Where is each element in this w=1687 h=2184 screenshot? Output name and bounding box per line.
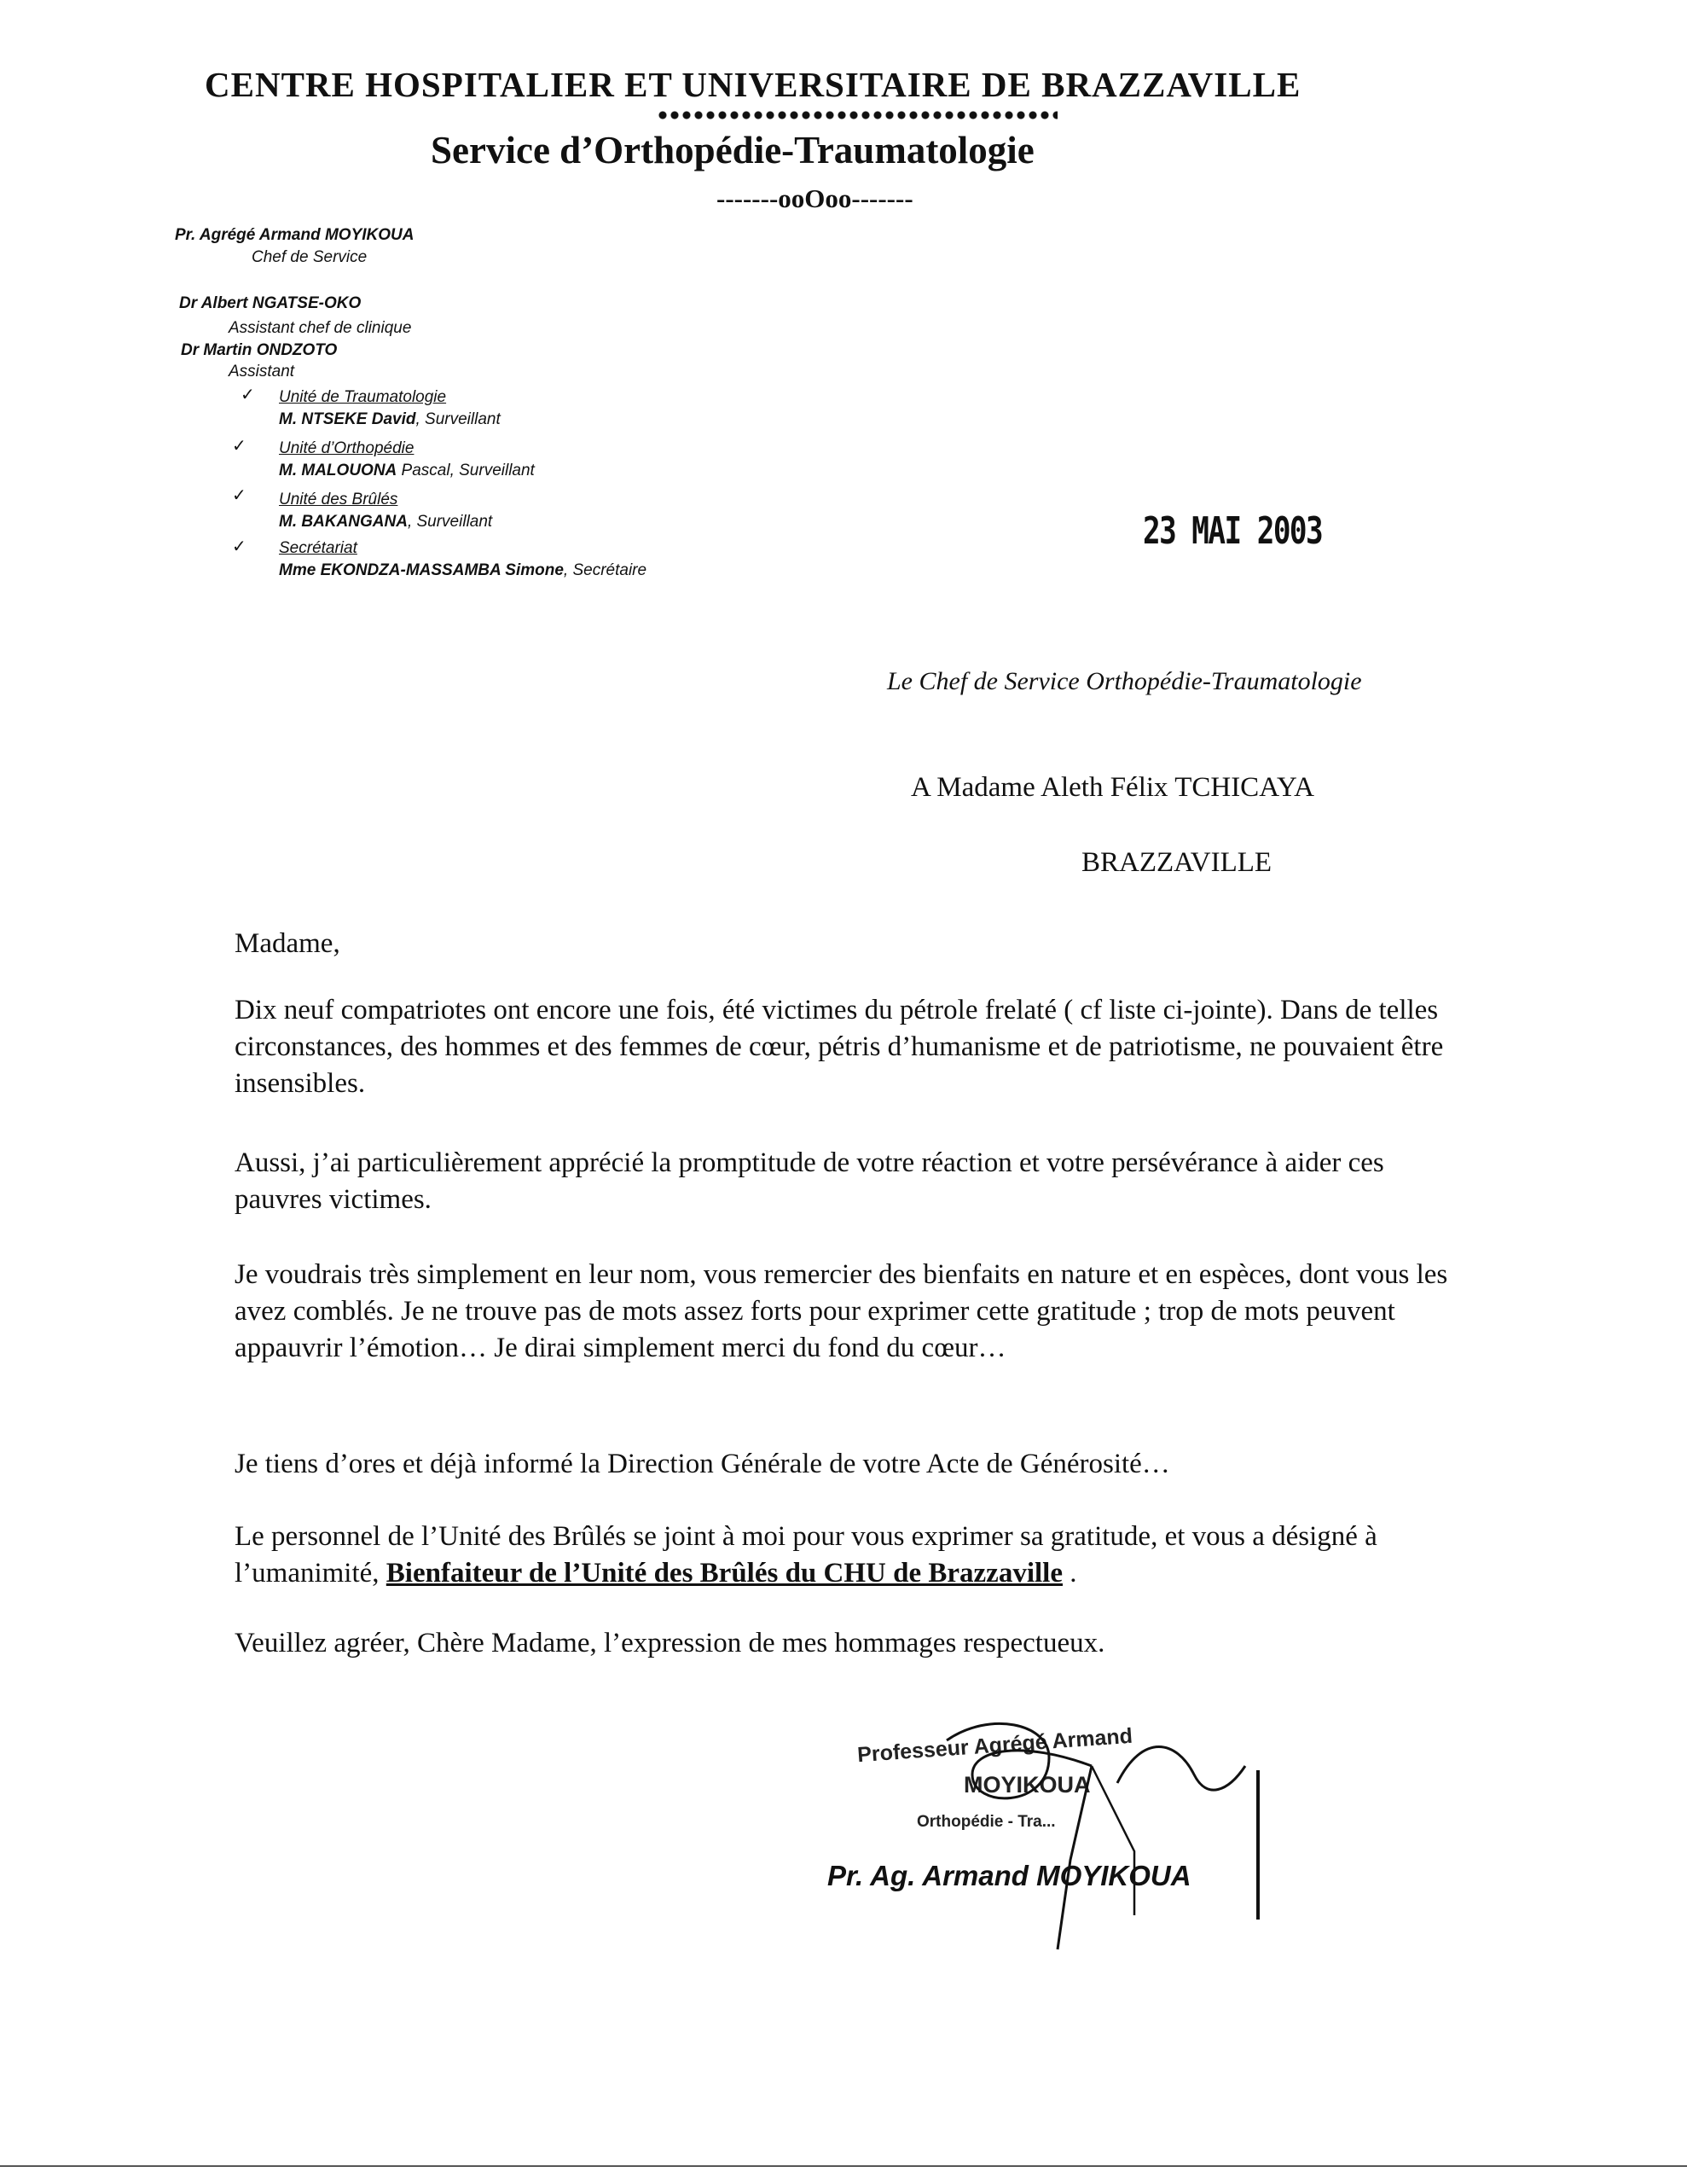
scan-edge-divider bbox=[0, 2165, 1687, 2167]
salutation: Madame, bbox=[235, 928, 340, 959]
checkmark-icon: ✓ bbox=[241, 384, 255, 404]
institution-title: CENTRE HOSPITALIER ET UNIVERSITAIRE DE BRAZZAVILLE bbox=[205, 65, 1301, 104]
sender-title: Le Chef de Service Orthopédie-Traumatologie bbox=[887, 667, 1362, 695]
ornament-divider: -------ooOoo------- bbox=[716, 183, 913, 213]
paragraph-3: Je voudrais très simplement en leur nom, vous remercier des bienfaits en nature et en espèces, dont vous les avez comblés. Je ne trouve pas de mots assez forts pour exprimer cette gratitude ; trop de mots peuvent appauvrir l’émotion… Je dirai simplement merci du fond du cœur… bbox=[235, 1259, 1448, 1363]
doctor1-prefix: Dr Albert bbox=[179, 294, 252, 312]
service-title: Service d’Orthopédie-Traumatologie bbox=[431, 129, 1035, 171]
unit-orthopedie: Unité d’Orthopédie bbox=[279, 439, 415, 457]
paragraph-4: Je tiens d’ores et déjà informé la Direction Générale de votre Acte de Générosité… bbox=[235, 1449, 1170, 1479]
chief-role: Chef de Service bbox=[252, 248, 368, 266]
checkmark-icon: ✓ bbox=[232, 536, 246, 556]
paragraph-2: Aussi, j’ai particulièrement apprécié la promptitude de votre réaction et votre persévérance à aider ces pauvres victimes. bbox=[235, 1147, 1384, 1215]
paragraph-1: Dix neuf compatriotes ont encore une fois, été victimes du pétrole frelaté ( cf liste ci-jointe). Dans de telles circonstances, des hommes et des femmes de cœur, pétris d’humanisme et de patriotisme, ne pouvaient être insensibles. bbox=[235, 995, 1444, 1099]
doctor2-surname: ONDZOTO bbox=[256, 341, 338, 359]
unit-brules: Unité des Brûlés bbox=[279, 491, 398, 508]
unit-brules-staff: M. BAKANGANA, Surveillant bbox=[279, 513, 493, 531]
signatory-name: Pr. Ag. Armand MOYIKOUA bbox=[827, 1860, 1191, 1891]
date-stamp: 23 MAI 2003 bbox=[1143, 509, 1323, 553]
doctor1-surname: NGATSE-OKO bbox=[252, 294, 362, 312]
handwritten-signature bbox=[921, 1706, 1279, 1962]
unit-secretariat-staff: Mme EKONDZA-MASSAMBA Simone, Secrétaire bbox=[279, 561, 647, 579]
unit-traumatologie-staff: M. NTSEKE David, Surveillant bbox=[279, 410, 501, 428]
unit-traumatologie: Unité de Traumatologie bbox=[279, 388, 447, 406]
doctor1-name bbox=[179, 294, 361, 313]
chief-prefix: Pr. Agrégé Armand bbox=[175, 226, 325, 244]
closing-formula: Veuillez agréer, Chère Madame, l’expression de mes hommages respectueux. bbox=[235, 1628, 1105, 1658]
decorative-dot-divider bbox=[657, 109, 1058, 121]
doctor2-role: Assistant bbox=[229, 363, 295, 380]
doctor2-name bbox=[181, 341, 337, 360]
recipient-city: BRAZZAVILLE bbox=[1081, 847, 1272, 878]
paragraph-5: Le personnel de l’Unité des Brûlés se joint à moi pour vous exprimer sa gratitude, et vous a désigné à l’umanimité, Bienfaiteur de l’Unité des Brûlés du CHU de Brazzaville . bbox=[235, 1521, 1377, 1589]
title-bienfaiteur: Bienfaiteur de l’Unité des Brûlés du CHU de Brazzaville bbox=[386, 1558, 1063, 1589]
stamp-line-2: MOYIKOUA bbox=[964, 1772, 1091, 1798]
stamp-line-1: Professeur Agrégé Armand bbox=[856, 1723, 1133, 1768]
unit-secretariat: Secrétariat bbox=[279, 539, 357, 557]
chief-surname: MOYIKOUA bbox=[324, 226, 415, 244]
checkmark-icon: ✓ bbox=[232, 435, 246, 456]
checkmark-icon: ✓ bbox=[232, 485, 246, 505]
stamp-line-3: Orthopédie - Tra... bbox=[917, 1813, 1056, 1831]
doctor2-prefix: Dr Martin bbox=[181, 341, 257, 359]
unit-orthopedie-staff: M. MALOUONA Pascal, Surveillant bbox=[279, 462, 535, 479]
chief-name bbox=[175, 226, 414, 245]
recipient-name: A Madame Aleth Félix TCHICAYA bbox=[911, 772, 1315, 803]
doctor1-role: Assistant chef de clinique bbox=[229, 319, 412, 337]
